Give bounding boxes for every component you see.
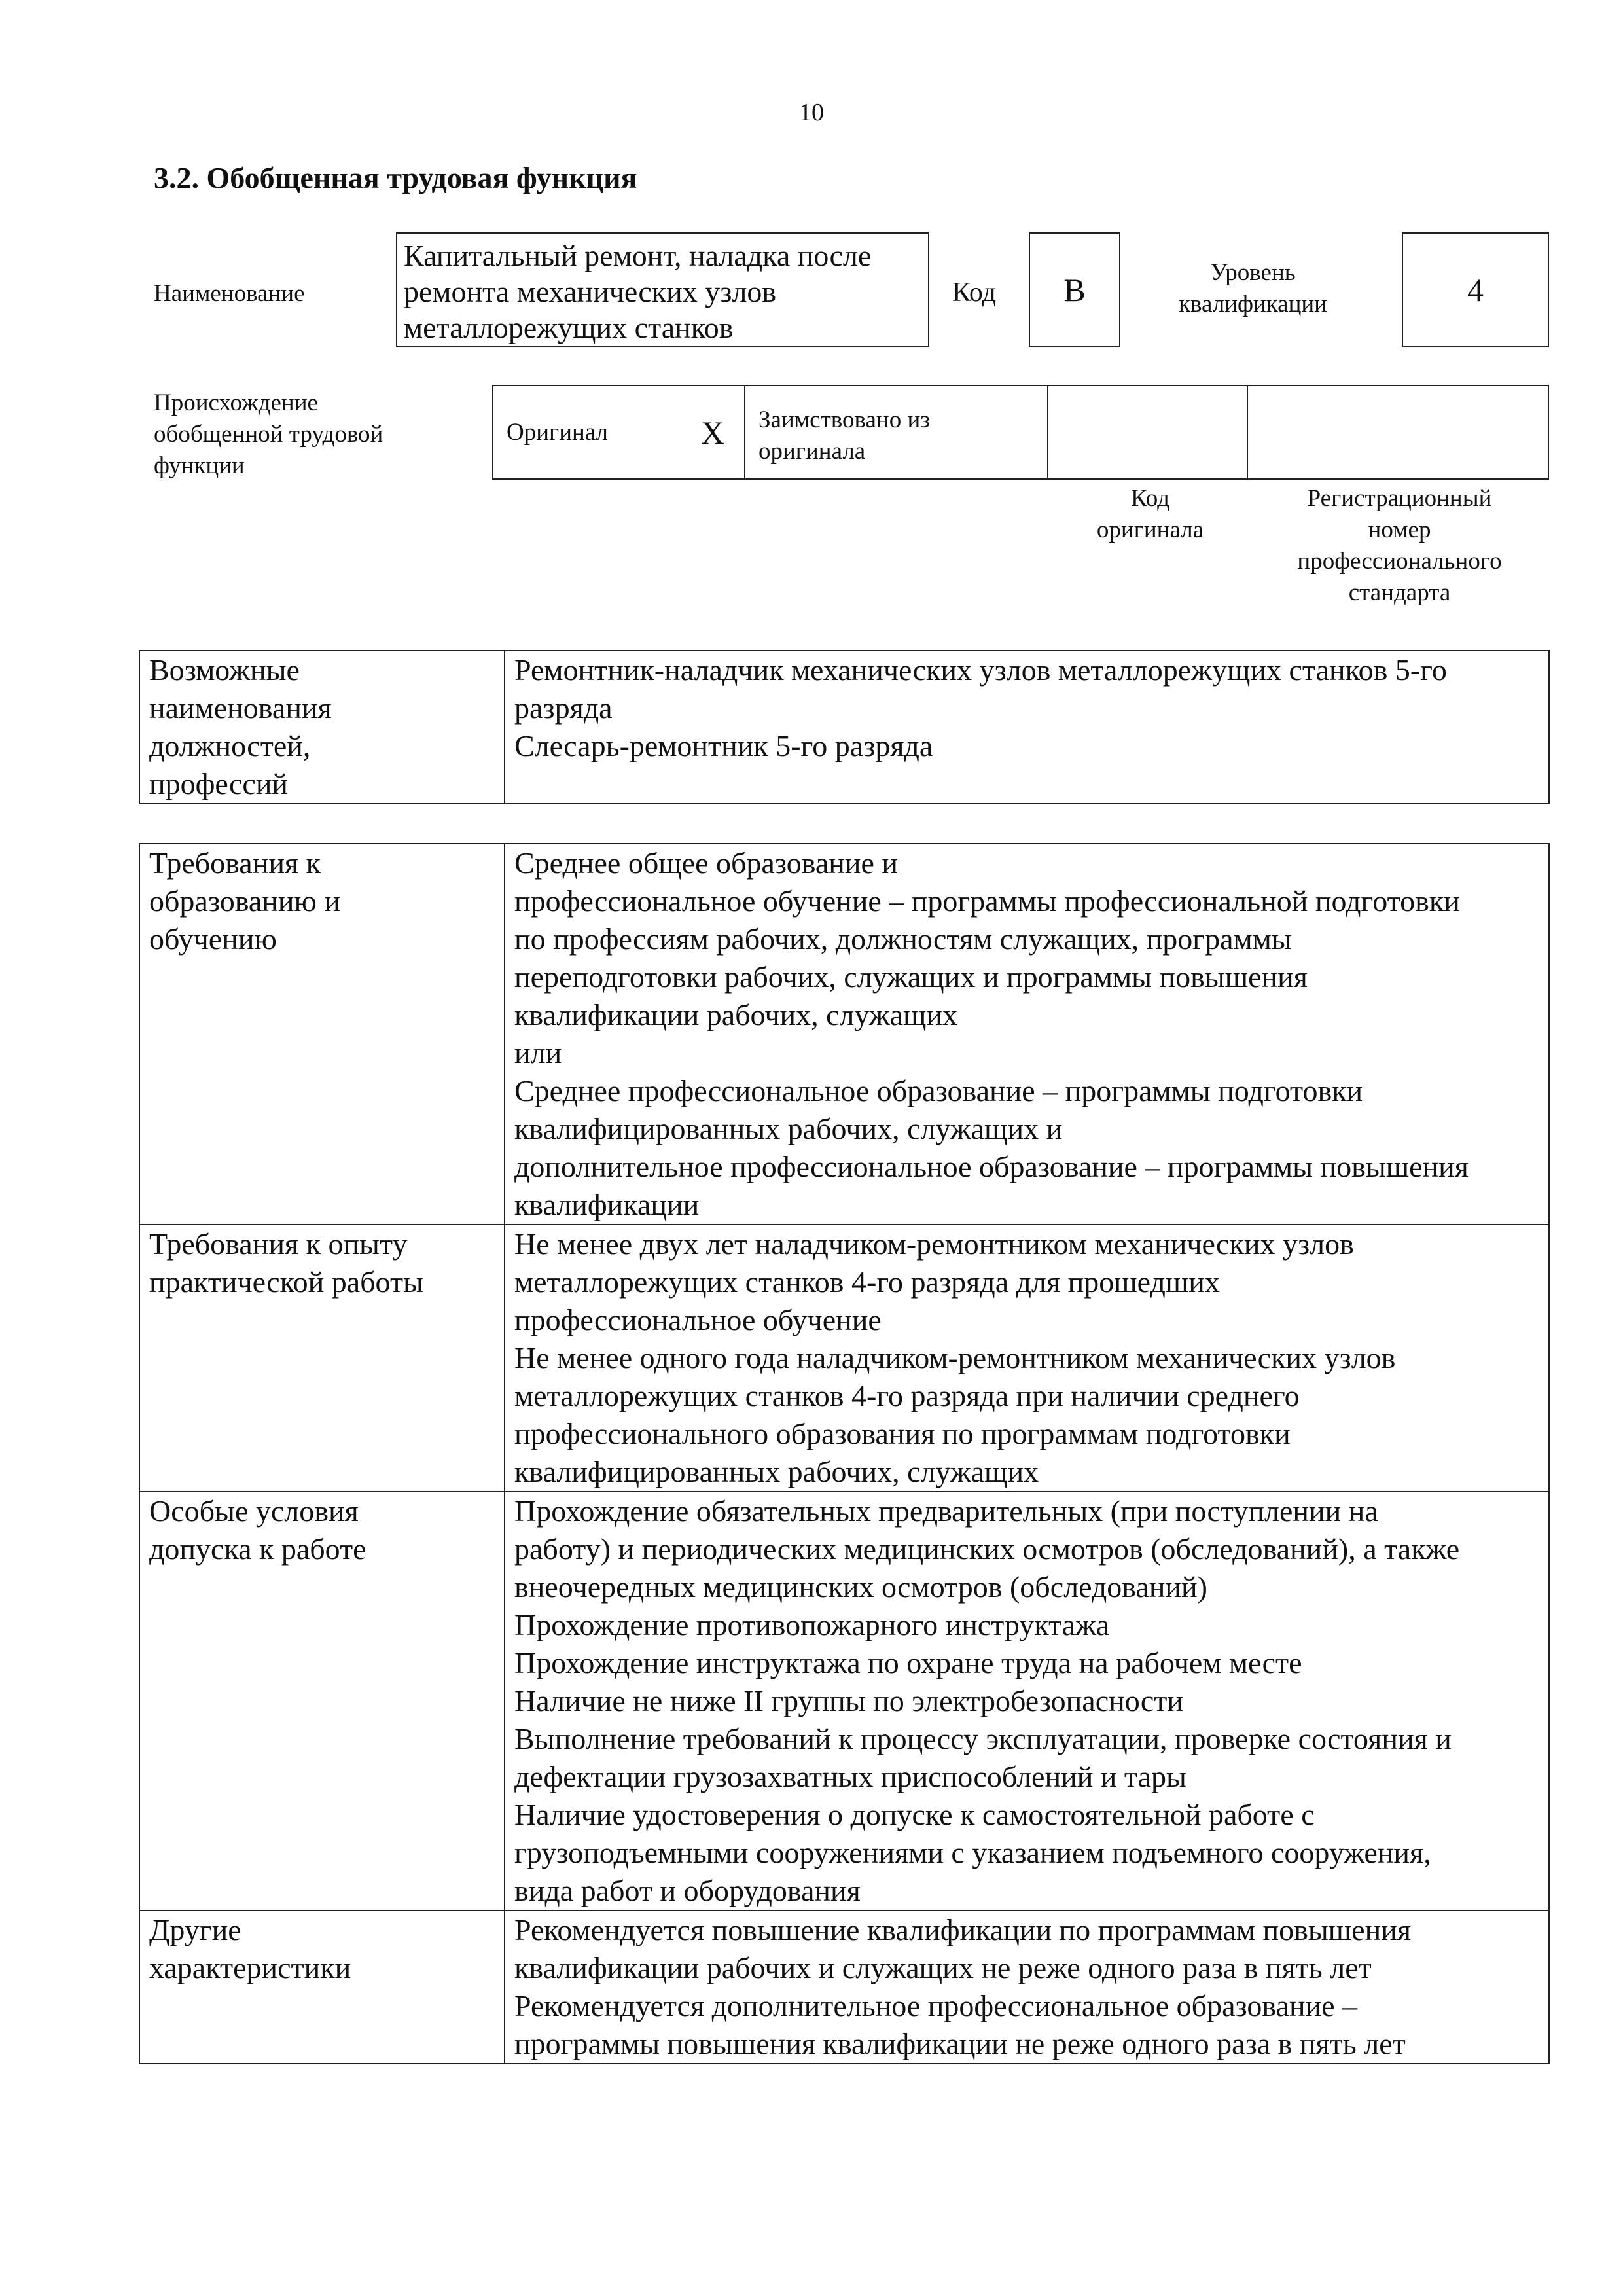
- req-value-line: профессиональное обучение: [514, 1303, 882, 1336]
- req-value-line: Не менее одного года наладчиком-ремонтником механических узлов: [514, 1341, 1396, 1374]
- other-value-cell: [505, 1910, 1549, 2064]
- education-value-cell: [505, 844, 1549, 1225]
- origin-label-line: функции: [154, 452, 245, 479]
- table-row: [139, 651, 1549, 804]
- req-label-line: Требования к опыту: [149, 1227, 408, 1261]
- positions-value-line: разряда: [514, 691, 613, 725]
- borrowed-line: Заимствовано из: [758, 406, 930, 433]
- req-value-line: металлорежущих станков 4-го разряда для прошедших: [514, 1265, 1220, 1299]
- req-value-line: квалификации рабочих и служащих не реже одного раза в пять лет: [514, 1951, 1372, 1984]
- origin-label: [154, 387, 383, 482]
- origin-label-line: Происхождение: [154, 389, 318, 416]
- origin-reg-caption: [1250, 483, 1549, 609]
- naming-label: Наименование: [154, 280, 305, 307]
- req-value-line: квалифицированных рабочих, служащих: [514, 1455, 1039, 1488]
- reg-caption-line: стандарта: [1348, 579, 1451, 606]
- section-title: 3.2. Обобщенная трудовая функция: [154, 161, 637, 194]
- positions-label-line: наименования: [149, 691, 332, 725]
- code-label: Код: [952, 278, 997, 308]
- req-label-line: обучению: [149, 922, 277, 956]
- qualification-level-value: 4: [1467, 271, 1484, 308]
- positions-value-cell: [505, 651, 1549, 804]
- education-label-cell: [139, 844, 505, 1225]
- req-value-line: профессионального образования по программам подготовки: [514, 1417, 1291, 1450]
- borrowed-line: оригинала: [758, 438, 866, 465]
- req-value-line: Рекомендуется повышение квалификации по программам повышения: [514, 1913, 1411, 1946]
- level-label-line: квалификации: [1179, 291, 1327, 317]
- positions-label-cell: [139, 651, 505, 804]
- requirements-table: [139, 843, 1550, 2064]
- qualification-level-label: [1160, 257, 1346, 320]
- req-label-line: Требования к: [149, 846, 321, 880]
- naming-value-box: [396, 232, 929, 347]
- req-value-line: Рекомендуется дополнительное профессиональное образование –: [514, 1989, 1358, 2022]
- origin-borrowed-cell: [745, 386, 1048, 478]
- req-value-line: грузоподъемными сооружениями с указанием подъемного сооружения,: [514, 1836, 1431, 1869]
- req-value-line: металлорежущих станков 4-го разряда при наличии среднего: [514, 1379, 1300, 1412]
- origin-code-cell: [1048, 386, 1248, 478]
- positions-table: [139, 650, 1550, 804]
- req-value-line: Прохождение инструктажа по охране труда на рабочем месте: [514, 1646, 1302, 1679]
- req-label-line: Другие: [149, 1913, 241, 1946]
- req-value-line: Среднее общее образование и: [514, 846, 899, 880]
- origin-code-caption: [1050, 483, 1250, 546]
- naming-value-line: металлорежущих станков: [404, 311, 734, 344]
- positions-value-line: Слесарь-ремонтник 5-го разряда: [514, 729, 933, 762]
- req-value-line: дополнительное профессиональное образование – программы повышения: [514, 1150, 1469, 1183]
- positions-label-line: должностей,: [149, 729, 311, 762]
- reg-caption-line: Регистрационный: [1307, 485, 1492, 512]
- naming-value-line: Капитальный ремонт, наладка после: [404, 239, 872, 272]
- level-label-line: Уровень: [1210, 259, 1296, 286]
- page-number: 10: [799, 99, 824, 126]
- code-value-box: [1029, 232, 1120, 347]
- req-value-line: Среднее профессиональное образование – программы подготовки: [514, 1074, 1363, 1107]
- experience-label-cell: [139, 1225, 505, 1492]
- req-value-line: дефектации грузозахватных приспособлений и тары: [514, 1760, 1186, 1793]
- req-value-line: работу) и периодических медицинских осмотров (обследований), а также: [514, 1532, 1460, 1566]
- code-value: B: [1063, 271, 1086, 308]
- req-value-line: или: [514, 1036, 562, 1069]
- req-value-line: Наличие удостоверения о допуске к самостоятельной работе с: [514, 1798, 1315, 1831]
- req-label-line: характеристики: [149, 1951, 351, 1984]
- code-caption-line: Код: [1130, 485, 1170, 512]
- req-label-line: допуска к работе: [149, 1532, 366, 1566]
- other-label-cell: [139, 1910, 505, 2064]
- origin-label-line: обобщенной трудовой: [154, 421, 383, 448]
- req-value-line: программы повышения квалификации не реже одного раза в пять лет: [514, 2027, 1406, 2060]
- reg-caption-line: номер: [1368, 516, 1431, 543]
- reg-caption-line: профессионального: [1297, 548, 1502, 575]
- req-value-line: Выполнение требований к процессу эксплуатации, проверке состояния и: [514, 1722, 1452, 1755]
- naming-value-line: ремонта механических узлов: [404, 275, 777, 308]
- table-row: [139, 1225, 1549, 1492]
- table-row: [139, 844, 1549, 1225]
- req-value-line: квалификации: [514, 1188, 700, 1221]
- positions-value-line: Ремонтник-наладчик механических узлов металлорежущих станков 5-го: [514, 653, 1447, 687]
- positions-label-line: профессий: [149, 767, 289, 800]
- req-label-line: Особые условия: [149, 1494, 359, 1528]
- req-value-line: профессиональное обучение – программы профессиональной подготовки: [514, 884, 1460, 918]
- qualification-level-box: [1402, 232, 1549, 347]
- req-value-line: по профессиям рабочих, должностям служащих, программы: [514, 922, 1292, 956]
- origin-reg-number-cell: [1248, 386, 1548, 478]
- req-value-line: квалифицированных рабочих, служащих и: [514, 1112, 1063, 1145]
- table-row: [139, 1910, 1549, 2064]
- req-value-line: Наличие не ниже II группы по электробезопасности: [514, 1684, 1184, 1717]
- req-value-line: вида работ и оборудования: [514, 1874, 861, 1907]
- positions-label-line: Возможные: [149, 653, 300, 687]
- origin-original-cell: [493, 386, 745, 478]
- req-value-line: переподготовки рабочих, служащих и программы повышения: [514, 960, 1308, 994]
- original-label: Оригинал: [507, 419, 609, 446]
- req-value-line: Не менее двух лет наладчиком-ремонтником механических узлов: [514, 1227, 1354, 1261]
- req-value-line: Прохождение обязательных предварительных (при поступлении на: [514, 1494, 1378, 1528]
- admission-label-cell: [139, 1492, 505, 1910]
- req-label-line: образованию и: [149, 884, 340, 918]
- code-caption-line: оригинала: [1096, 516, 1204, 543]
- original-mark: X: [700, 414, 724, 451]
- admission-value-cell: [505, 1492, 1549, 1910]
- table-row: [139, 1492, 1549, 1910]
- req-value-line: внеочередных медицинских осмотров (обследований): [514, 1570, 1207, 1604]
- req-label-line: практической работы: [149, 1265, 423, 1299]
- req-value-line: квалификации рабочих, служащих: [514, 998, 958, 1031]
- experience-value-cell: [505, 1225, 1549, 1492]
- origin-table: [492, 385, 1549, 480]
- req-value-line: Прохождение противопожарного инструктажа: [514, 1608, 1110, 1641]
